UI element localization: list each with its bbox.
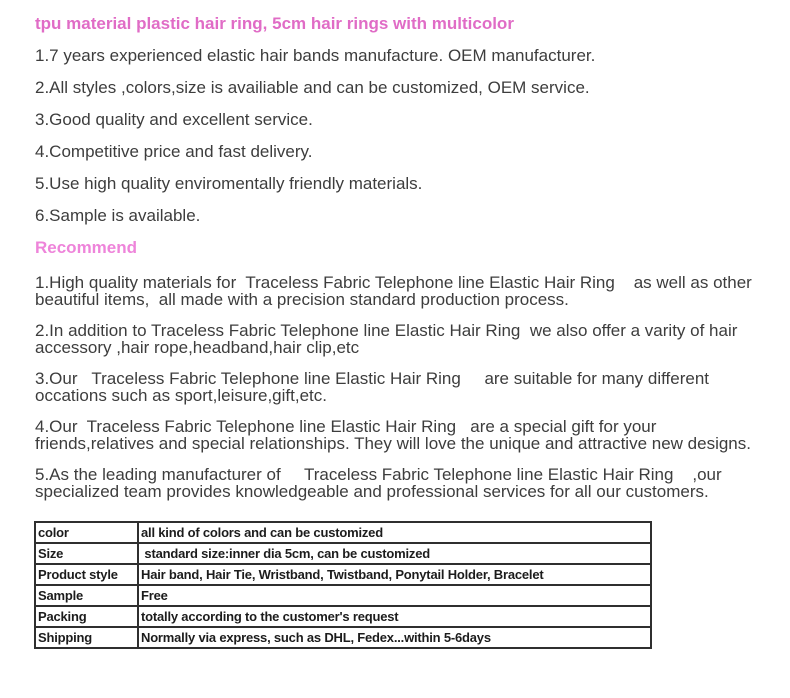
spec-value-cell: Free	[138, 585, 651, 606]
spec-row-packing	[35, 606, 651, 627]
intro-item-1: 1.7 years experienced elastic hair bands manufacture. OEM manufacturer.	[35, 46, 596, 65]
spec-label-cell: Packing	[35, 606, 138, 627]
recommend-heading: Recommend	[35, 238, 138, 257]
recommend-paragraph-4: 4.Our Traceless Fabric Telephone line Elastic Hair Ring are a special gift for your friends,relatives and special relationships. They will love the unique and attractive new designs.	[35, 417, 751, 453]
spec-row-shipping	[35, 627, 651, 648]
spec-row-sample	[35, 585, 651, 606]
page-title: tpu material plastic hair ring, 5cm hair rings with multicolor	[35, 14, 514, 33]
intro-item-5: 5.Use high quality enviromentally friendly materials.	[35, 174, 423, 193]
intro-item-2: 2.All styles ,colors,size is availiable and can be customized, OEM service.	[35, 78, 590, 97]
spec-label-cell: Product style	[35, 564, 138, 585]
spec-label-cell: Sample	[35, 585, 138, 606]
spec-value-cell: Hair band, Hair Tie, Wristband, Twistband, Ponytail Holder, Bracelet	[138, 564, 651, 585]
recommend-paragraph-5: 5.As the leading manufacturer of Traceless Fabric Telephone line Elastic Hair Ring ,our specialized team provides knowledgeable and professional services for all our customers.	[35, 465, 727, 501]
intro-item-6: 6.Sample is available.	[35, 206, 201, 225]
spec-label-cell: Shipping	[35, 627, 138, 648]
recommend-list	[35, 274, 775, 500]
recommend-paragraph-2: 2.In addition to Traceless Fabric Telephone line Elastic Hair Ring we also offer a varity of hair accessory ,hair rope,headband,hair clip,etc	[35, 321, 743, 357]
spec-row-product-style	[35, 564, 651, 585]
intro-item-3: 3.Good quality and excellent service.	[35, 110, 313, 129]
spec-value-cell: all kind of colors and can be customized	[138, 522, 651, 543]
spec-table	[34, 521, 652, 649]
intro-list	[35, 47, 775, 224]
spec-row-size	[35, 543, 651, 564]
spec-row-color	[35, 522, 651, 543]
intro-item-4: 4.Competitive price and fast delivery.	[35, 142, 313, 161]
spec-label-cell: Size	[35, 543, 138, 564]
spec-value-cell: standard size:inner dia 5cm, can be customized	[138, 543, 651, 564]
recommend-paragraph-3: 3.Our Traceless Fabric Telephone line Elastic Hair Ring are suitable for many different occations such as sport,leisure,gift,etc.	[35, 369, 714, 405]
spec-value-cell: totally according to the customer's request	[138, 606, 651, 627]
spec-value-cell: Normally via express, such as DHL, Fedex...within 5-6days	[138, 627, 651, 648]
spec-label-cell: color	[35, 522, 138, 543]
recommend-paragraph-1: 1.High quality materials for Traceless Fabric Telephone line Elastic Hair Ring as well as other beautiful items, all made with a precision standard production process.	[35, 273, 757, 309]
